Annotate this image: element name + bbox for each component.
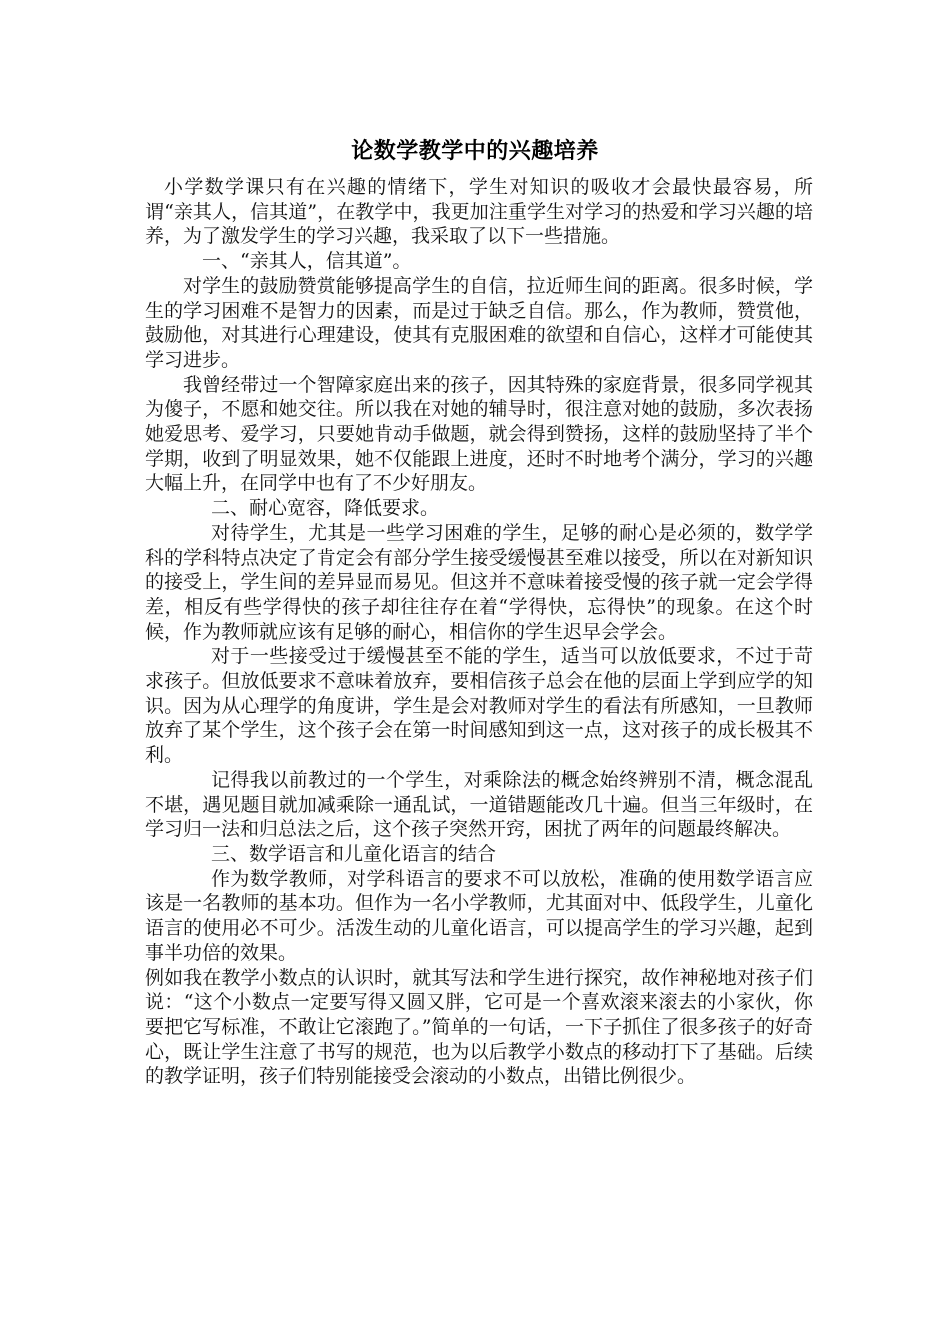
section-heading-1: 一、“亲其人，信其道”。: [202, 250, 412, 273]
paragraph-math-language: 作为数学教师，对学科语言的要求不可以放松，准确的使用数学语言应该是一名教师的基本功。但作为一名小学教师，尤其面对中、低段学生，儿童化语言的使用必不可少。活泼生动的儿童化语言，可以提高学生的学习兴趣，起到事半功倍的效果。: [145, 867, 813, 964]
paragraph-decimal-example: 例如我在教学小数点的认识时，就其写法和学生进行探究，故作神秘地对孩子们说：“这个小数点一定要写得又圆又胖，它可是一个喜欢滚来滚去的小家伙，你要把它写标准，不敢让它滚跑了。”简单的一句话，一下子抓住了很多孩子的好奇心，既让学生注意了书写的规范，也为以后教学小数点的移动打下了基础。后续的教学证明，孩子们特别能接受会滚动的小数点，出错比例很少。: [145, 966, 813, 1088]
intro-paragraph: 小学数学课只有在兴趣的情绪下，学生对知识的吸收才会最快最容易，所谓“亲其人，信其道”，在教学中，我更加注重学生对学习的热爱和学习兴趣的培养，为了激发学生的学习兴趣，我采取了以下一些措施。: [145, 176, 813, 248]
section-heading-3: 三、数学语言和儿童化语言的结合: [211, 842, 497, 865]
section-heading-2: 二、耐心宽容，降低要求。: [211, 497, 440, 520]
paragraph-encouragement: 对学生的鼓励赞赏能够提高学生的自信，拉近师生间的距离。很多时候，学生的学习困难不是智力的因素，而是过于缺乏自信。那么，作为教师，赞赏他，鼓励他，对其进行心理建设，使其有克服困难的欲望和自信心，这样才可能使其学习进步。: [145, 274, 813, 371]
document-body: [145, 175, 813, 1089]
paragraph-lower-requirements: 对于一些接受过于缓慢甚至不能的学生，适当可以放低要求，不过于苛求孩子。但放低要求不意味着放弃，要相信孩子总会在他的层面上学到应学的知识。因为从心理学的角度讲，学生是会对教师对学生的看法有所感知，一旦教师放弃了某个学生，这个孩子会在第一时间感知到这一点，这对孩子的成长极其不利。: [145, 645, 813, 767]
paragraph-patience: 对待学生，尤其是一些学习困难的学生，足够的耐心是必须的，数学学科的学科特点决定了肯定会有部分学生接受缓慢甚至难以接受，所以在对新知识的接受上，学生间的差异显而易见。但这并不意味着接受慢的孩子就一定会学得差，相反有些学得快的孩子却往往存在着“学得快，忘得快”的现象。在这个时候，作为教师就应该有足够的耐心，相信你的学生迟早会学会。: [145, 521, 813, 643]
document-title: 论数学教学中的兴趣培养: [351, 138, 599, 164]
paragraph-example-student: 记得我以前教过的一个学生，对乘除法的概念始终辨别不清，概念混乱不堪，遇见题目就加减乘除一通乱试，一道错题能改几十遍。但当三年级时，在学习归一法和归总法之后，这个孩子突然开窍，困扰了两年的问题最终解决。: [145, 768, 813, 841]
paragraph-example-child: 我曾经带过一个智障家庭出来的孩子，因其特殊的家庭背景，很多同学视其为傻子，不愿和她交往。所以我在对她的辅导时，很注意对她的鼓励，多次表扬她爱思考、爱学习，只要她肯动手做题，就会得到赞扬，这样的鼓励坚持了半个学期，收到了明显效果，她不仅能跟上进度，还时不时地考个满分，学习的兴趣大幅上升，在同学中也有了不少好朋友。: [145, 373, 813, 495]
